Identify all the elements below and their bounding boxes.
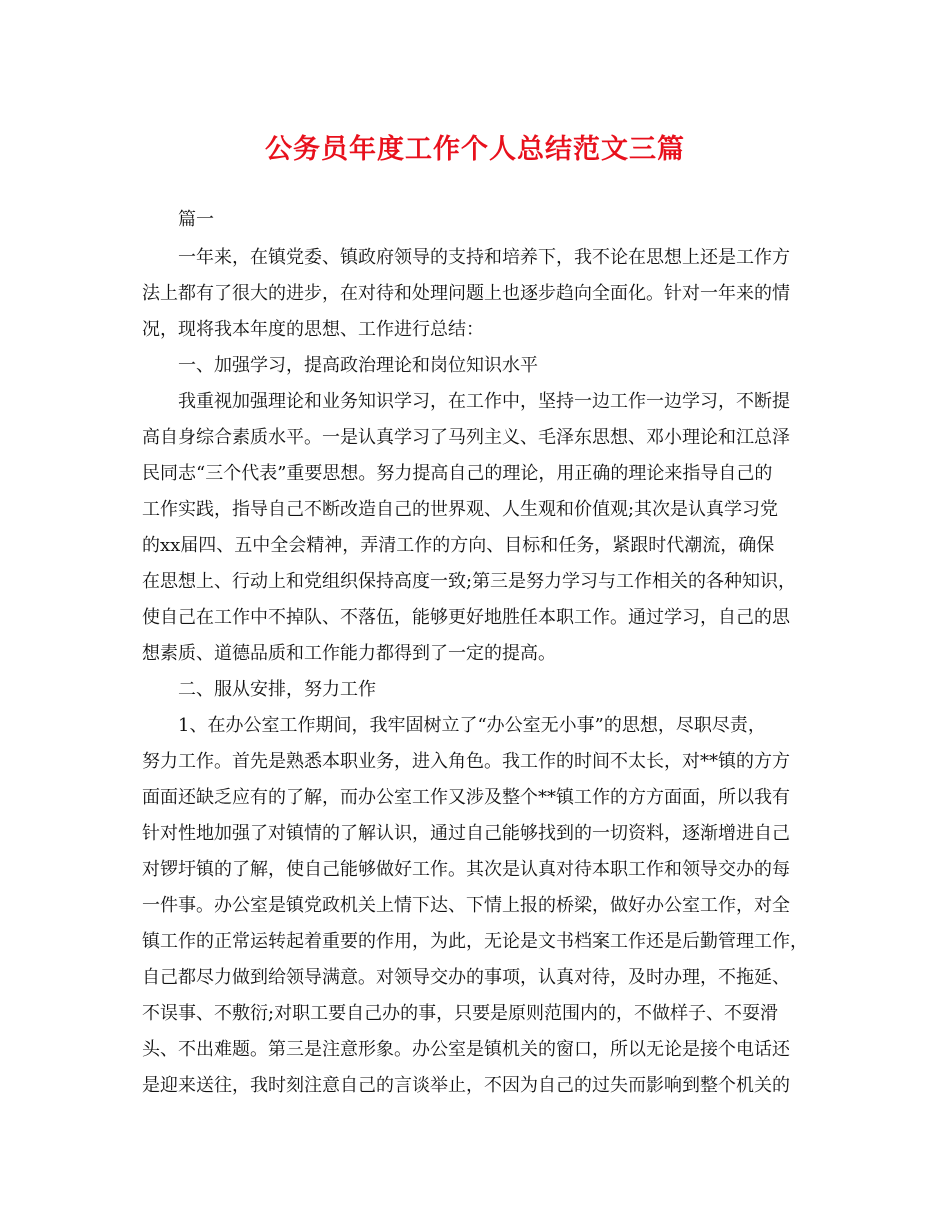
paragraph-line: 镇工作的正常运转起着重要的作用，为此，无论是文书档案工作还是后勤管理工作，: [142, 931, 808, 952]
paragraph-line: 不误事、不敷衍;对职工要自己办的事，只要是原则范围内的，不做样子、不耍滑: [142, 1003, 779, 1024]
paragraph-line: 使自己在工作中不掉队、不落伍，能够更好地胜任本职工作。通过学习，自己的思: [142, 607, 790, 628]
paragraph-line: 一件事。办公室是镇党政机关上情下达、下情上报的桥梁，做好办公室工作，对全: [142, 895, 790, 916]
paragraph-line: 自己都尽力做到给领导满意。对领导交办的事项，认真对待，及时办理，不拖延、: [142, 967, 790, 988]
paragraph-line: 努力工作。首先是熟悉本职业务，进入角色。我工作的时间不太长，对**镇的方方: [142, 751, 790, 772]
paragraph-line: 针对性地加强了对镇情的了解认识，通过自己能够找到的一切资料，逐渐增进自己: [142, 823, 790, 844]
paragraph-line: 的xx届四、五中全会精神，弄清工作的方向、目标和任务，紧跟时代潮流，确保: [142, 535, 775, 556]
paragraph-line: 高自身综合素质水平。一是认真学习了马列主义、毛泽东思想、邓小理论和江总泽: [142, 427, 790, 448]
paragraph-line: 对锣圩镇的了解，使自己能够做好工作。其次是认真对待本职工作和领导交办的每: [142, 859, 790, 880]
paragraph-line: 1、在办公室工作期间，我牢固树立了“办公室无小事”的思想，尽职尽责，: [178, 715, 766, 736]
paragraph-line: 想素质、道德品质和工作能力都得到了一定的提高。: [142, 643, 556, 664]
paragraph-line: 在思想上、行动上和党组织保持高度一致;第三是努力学习与工作相关的各种知识，: [142, 571, 797, 592]
paragraph-line: 头、不出难题。第三是注意形象。办公室是镇机关的窗口，所以无论是接个电话还: [142, 1039, 790, 1060]
section-heading: 二、服从安排，努力工作: [178, 679, 376, 700]
paragraph-line: 是迎来送往，我时刻注意自己的言谈举止，不因为自己的过失而影响到整个机关的: [142, 1075, 790, 1096]
paragraph-line: 工作实践，指导自己不断改造自己的世界观、人生观和价值观;其次是认真学习党: [142, 499, 779, 520]
paragraph-line: 民同志“三个代表”重要思想。努力提高自己的理论，用正确的理论来指导自己的: [142, 463, 773, 484]
paragraph-line: 我重视加强理论和业务知识学习，在工作中，坚持一边工作一边学习，不断提: [178, 391, 790, 412]
paragraph-line: 面面还缺乏应有的了解，而办公室工作又涉及整个**镇工作的方方面面，所以我有: [142, 787, 790, 808]
paragraph-line: 一年来，在镇党委、镇政府领导的支持和培养下，我不论在思想上还是工作方: [178, 247, 790, 268]
paragraph-line: 况，现将我本年度的思想、工作进行总结：: [142, 319, 484, 340]
section-heading: 一、加强学习，提高政治理论和岗位知识水平: [178, 355, 538, 376]
document-title: 公务员年度工作个人总结范文三篇: [265, 134, 685, 165]
paragraph-line: 法上都有了很大的进步，在对待和处理问题上也逐步趋向全面化。针对一年来的情: [142, 283, 790, 304]
section-label: 篇一: [178, 209, 214, 230]
